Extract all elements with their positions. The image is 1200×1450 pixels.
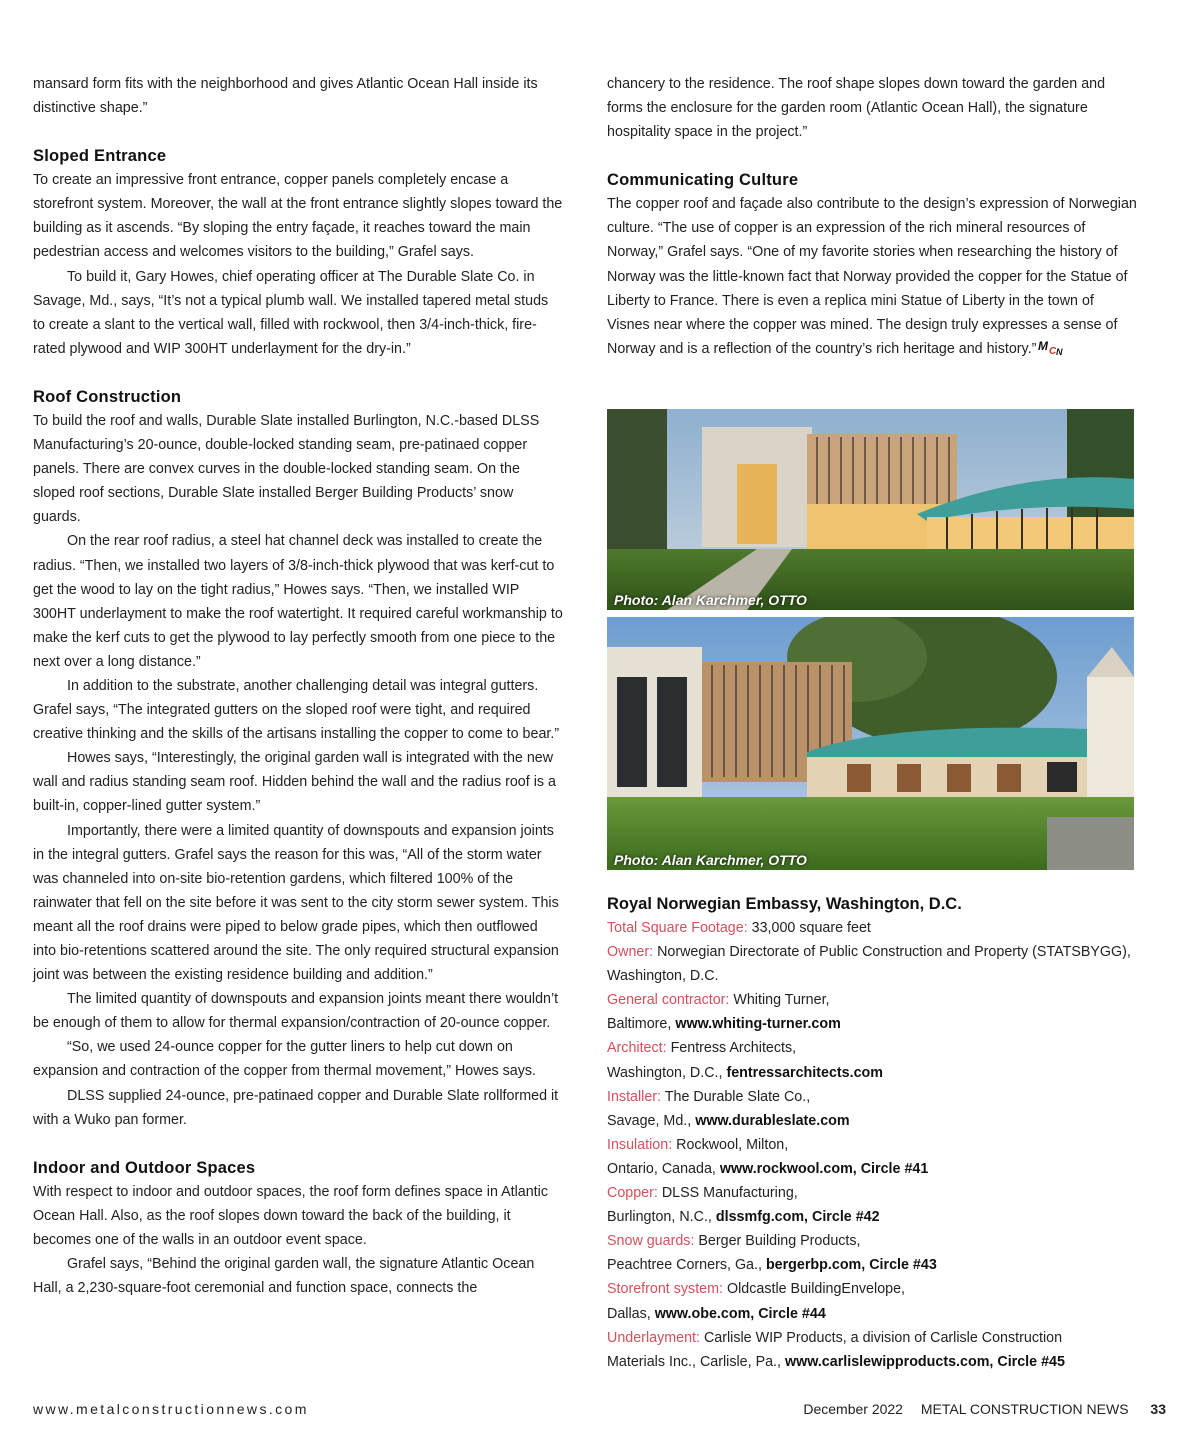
- photo-credit: Photo: Alan Karchmer, OTTO: [614, 592, 807, 608]
- fact-snow-guards: Snow guards: Berger Building Products, Peachtree Corners, Ga., bergerbp.com, Circle #43: [607, 1233, 937, 1274]
- heading-sloped-entrance: Sloped Entrance: [33, 147, 167, 166]
- fact-underlayment: Underlayment: Carlisle WIP Products, a division of Carlisle Construction Materials Inc., Carlisle, Pa., www.carlislewipproducts.com, Circle #45: [607, 1329, 1065, 1370]
- heading-roof-construction: Roof Construction: [33, 387, 182, 406]
- page-number: 33: [1150, 1401, 1166, 1417]
- snow-guards-link[interactable]: bergerbp.com, Circle #43: [765, 1257, 937, 1274]
- paragraph: On the rear roof radius, a steel hat channel deck was installed to create the radius. “Then, we installed two layers of 3/8-inch-thick plywood that was kerf-cut to get the wood to lay on the tight radius,” Howes says. “Then, we installed WIP 300HT underlayment to make the roof watertight. It required careful workmanship to make the kerf cuts to get the plywood to lay perfectly smooth from one piece to the next over a long distance.”: [33, 533, 563, 670]
- paragraph-text: The copper roof and façade also contribute to the design’s expression of Norwegian culture. “The use of copper is an expression of the rich mineral resources of Norway,” Grafel says. “One of my favorite stories when researching the history of Norway was the little-known fact that Norway provided the copper for the Statue of Liberty to France. There is even a replica mini Statue of Liberty in the town of Visnes near where the copper was mined. The design truly expresses a sense of Norway and is a reflection of the country’s rich heritage and history.”: [607, 196, 1137, 357]
- fact-insulation: Insulation: Rockwool, Milton, Ontario, Canada, www.rockwool.com, Circle #41: [607, 1136, 929, 1177]
- paragraph: “So, we used 24-ounce copper for the gutter liners to help cut down on expansion and contraction of the copper from thermal movement,” Howes says.: [33, 1039, 537, 1080]
- installer-link[interactable]: www.durableslate.com: [695, 1112, 850, 1129]
- building-illustration: [607, 409, 1134, 610]
- footer-website[interactable]: www.metalconstructionnews.com: [33, 1401, 309, 1417]
- fact-general-contractor: General contractor: Whiting Turner, Baltimore, www.whiting-turner.com: [607, 992, 841, 1033]
- insulation-link[interactable]: www.rockwool.com, Circle #41: [719, 1160, 929, 1177]
- heading-indoor-outdoor: Indoor and Outdoor Spaces: [33, 1158, 256, 1177]
- underlayment-link[interactable]: www.carlislewipproducts.com, Circle #45: [784, 1353, 1065, 1370]
- fact-installer: Installer: The Durable Slate Co., Savage, Md., www.durableslate.com: [607, 1088, 850, 1129]
- paragraph: DLSS supplied 24-ounce, pre-patinaed copper and Durable Slate rollformed it with a Wuko pan former.: [33, 1087, 559, 1128]
- paragraph: Grafel says, “Behind the original garden wall, the signature Atlantic Ocean Hall, a 2,230-square-foot ceremonial and function space, connects the: [33, 1256, 535, 1297]
- photo-credit: Photo: Alan Karchmer, OTTO: [614, 852, 807, 868]
- paragraph: Howes says, “Interestingly, the original garden wall is integrated with the new wall and radius standing seam roof. Hidden behind the wall and the radius roof is a built-in, copper-lined gutter system.”: [33, 750, 556, 815]
- storefront-link[interactable]: www.obe.com, Circle #44: [654, 1305, 826, 1322]
- mcn-logo-icon: [1038, 338, 1066, 356]
- left-column: [33, 72, 563, 1300]
- footer-info: [803, 1401, 1166, 1417]
- right-column: [607, 72, 1137, 361]
- svg-text:N: N: [1056, 346, 1063, 356]
- project-facts: [607, 892, 1147, 1374]
- fact-owner: Owner: Norwegian Directorate of Public Construction and Property (STATSBYGG), Washington, D.C.: [607, 944, 1131, 985]
- heading-communicating-culture: Communicating Culture: [607, 171, 799, 190]
- architect-link[interactable]: fentressarchitects.com: [726, 1064, 883, 1081]
- fact-sqft: Total Square Footage: 33,000 square feet: [607, 920, 871, 936]
- paragraph: In addition to the substrate, another challenging detail was integral gutters. Grafel says, “The integrated gutters on the sloped roof were tight, and required creative thinking and the skills of the artisans installing the copper to come to bear.”: [33, 677, 560, 743]
- paragraph: To create an impressive front entrance, copper panels completely encase a storefront system. Moreover, the wall at the front entrance slightly slopes toward the building as it ascends. “By sloping the entry façade, it reaches toward the main pedestrian access and welcomes visitors to the building,” Grafel says.: [33, 172, 563, 261]
- paragraph: chancery to the residence. The roof shape slopes down toward the garden and forms the enclosure for the garden room (Atlantic Ocean Hall), the signature hospitality space in the project.”: [607, 76, 1106, 141]
- paragraph: With respect to indoor and outdoor spaces, the roof form defines space in Atlantic Ocean Hall. Also, as the roof slopes down toward the back of the building, it becomes one of the walls in an outdoor event space.: [33, 1183, 548, 1248]
- gc-link[interactable]: www.whiting-turner.com: [675, 1016, 841, 1033]
- paragraph: [607, 192, 1137, 361]
- embassy-photo-1: [607, 409, 1134, 610]
- paragraph: mansard form fits with the neighborhood and gives Atlantic Ocean Hall inside its distinctive shape.”: [33, 76, 538, 117]
- fact-architect: Architect: Fentress Architects, Washington, D.C., fentressarchitects.com: [607, 1040, 883, 1081]
- fact-storefront: Storefront system: Oldcastle BuildingEnvelope, Dallas, www.obe.com, Circle #44: [607, 1281, 906, 1322]
- paragraph: The limited quantity of downspouts and expansion joints meant there wouldn’t be enough of them to allow for thermal expansion/contraction of 20-ounce copper.: [33, 991, 559, 1032]
- svg-text:C: C: [1049, 345, 1057, 356]
- paragraph: Importantly, there were a limited quantity of downspouts and expansion joints in the integral gutters. Grafel says the reason for this was, “All of the storm water was channeled into on-site bio-retention gardens, which filtered 100% of the rainwater that fell on the site before it was sent to the city storm sewer system. This meant all the roof drains were piped to below grade pipes, which then outflowed into bio-retentions scattered around the site. The only required structural expansion joint was between the existing residence building and addition.”: [33, 822, 559, 984]
- footer-date: December 2022: [803, 1401, 903, 1417]
- building-illustration: [607, 617, 1134, 870]
- fact-copper: Copper: DLSS Manufacturing, Burlington, N.C., dlssmfg.com, Circle #42: [607, 1185, 880, 1226]
- paragraph: To build the roof and walls, Durable Slate installed Burlington, N.C.-based DLSS Manufacturing’s 20-ounce, double-locked standing seam, pre-patinaed copper panels. There are convex curves in the double-locked standing seam. On the sloped roof sections, Durable Slate installed Berger Building Products’ snow guards.: [33, 412, 540, 526]
- embassy-photo-2: [607, 617, 1134, 870]
- footer-magazine: METAL CONSTRUCTION NEWS: [920, 1401, 1129, 1417]
- paragraph: To build it, Gary Howes, chief operating officer at The Durable Slate Co. in Savage, Md., says, “It’s not a typical plumb wall. We installed tapered metal studs to create a slant to the vertical wall, filled with rockwool, then 3/4-inch-thick, fire-rated plywood and WIP 300HT underlayment for the dry-in.”: [33, 268, 549, 357]
- project-title: Royal Norwegian Embassy, Washington, D.C.: [607, 895, 962, 913]
- svg-text:M: M: [1038, 338, 1049, 353]
- copper-link[interactable]: dlssmfg.com, Circle #42: [715, 1209, 880, 1226]
